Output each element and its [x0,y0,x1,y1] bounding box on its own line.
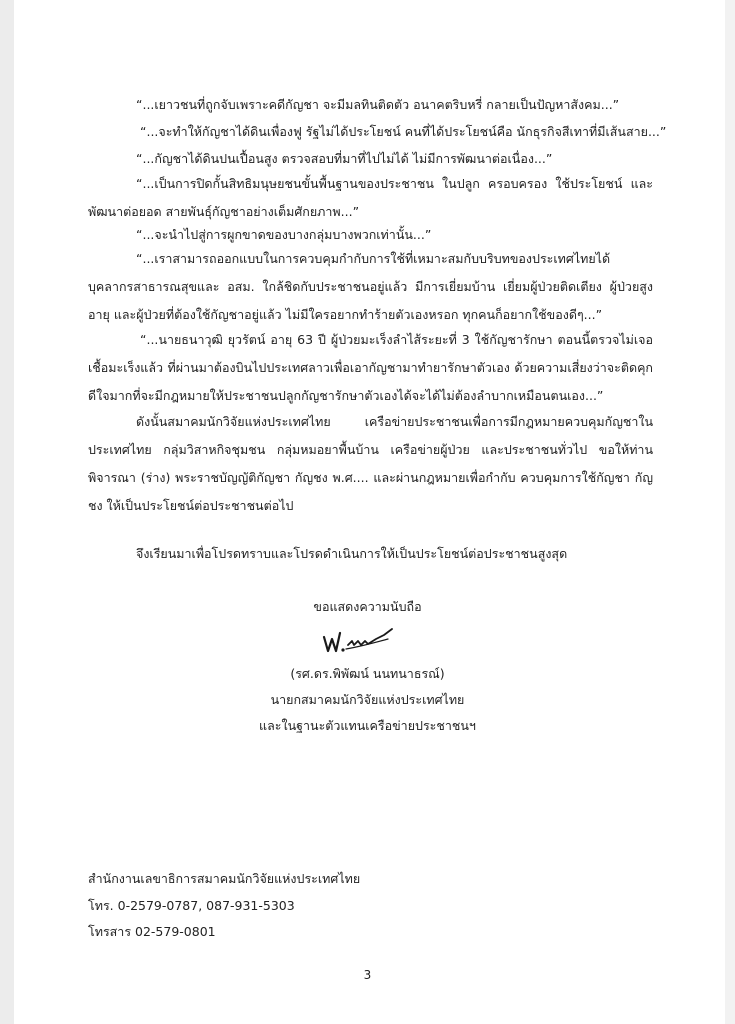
footer-phone: โทร. 0-2579-0787, 087-931-5303 [88,898,295,913]
quote-3: “...กัญชาได้ดินปนเปื้อนสูง ตรวจสอบที่มาที่ไปไม่ได้ ไม่มีการพัฒนาต่อเนื่อง...” [136,151,553,166]
quote-2: “...จะทำให้กัญชาได้ดินเพื่องฟู รัฐไม่ได้ประโยชน์ คนที่ได้ประโยชน์คือ นักธุรกิจสีเทาที่มีเส้นสาย...” [140,124,667,139]
footer-fax: โทรสาร 02-579-0801 [88,924,216,939]
quote-4: “...เป็นการปิดกั้นสิทธิมนุษยชนขั้นพื้นฐานของประชาชน ในปลูก ครอบครอง ใช้ประโยชน์ และพัฒนาต่อยอด สายพันธุ์กัญชาอย่างเต็มศักยภาพ...” [88,176,653,219]
handwritten-signature [318,617,398,657]
quote-6: “...เราสามารถออกแบบในการควบคุมกำกับการใช้ที่เหมาะสมกับบริบทของประเทศไทยได้ บุคลากรสาธารณสุขและ อสม. ใกล้ชิดกับประชาชนอยู่แล้ว มีการเยี่ยมบ้าน เยี่ยมผู้ป่วยติดเตียง ผู้ป่วยสูงอายุ และผู้ป่วยที่ต้องใช้กัญชาอยู่แล้ว ไม่มีใครอยากทำร้ายตัวเองหรอก ทุกคนก็อยากใช้ของดีๆ...” [88,251,653,322]
signer-role: และในฐานะตัวแทนเครือข่ายประชาชนฯ [259,718,476,733]
signer-name: (รศ.ดร.พิพัฒน์ นนทนาธรณ์) [290,666,445,681]
quote-7: “...นายธนาวุฒิ ยุวรัตน์ อายุ 63 ปี ผู้ป่วยมะเร็งลำไส้ระยะที่ 3 ใช้กัญชารักษา ตอนนี้ตรวจไม่เจอเชื้อมะเร็งแล้ว ที่ผ่านมาต้องบินไปประเทศลาวเพื่อเอากัญชามาทำยารักษาตัวเอง ด้วยความเสี่ยงว่าจะติดคุก ดีใจมากที่จะมีกฎหมายให้ประชาชนปลูกกัญชารักษาตัวเองได้จะได้ไม่ต้องลำบากเหมือนตนเอง...” [88,332,653,403]
footer-office: สำนักงานเลขาธิการสมาคมนักวิจัยแห่งประเทศไทย [88,871,361,886]
page-number: 3 [363,968,372,982]
scan-edge-left [0,0,14,1024]
quote-1: “...เยาวชนที่ถูกจับเพราะคดีกัญชา จะมีมลทินติดตัว อนาคตริบหรี่ กลายเป็นปัญหาสังคม...” [136,97,620,112]
quote-5: “...จะนำไปสู่การผูกขาดของบางกลุ่มบางพวกเท่านั้น...” [136,227,432,242]
scan-edge-right [725,0,735,1024]
closing-request: จึงเรียนมาเพื่อโปรดทราบและโปรดดำเนินการให้เป็นประโยชน์ต่อประชาชนสูงสุด [136,546,568,561]
salutation: ขอแสดงความนับถือ [313,599,422,614]
main-paragraph: ดังนั้นสมาคมนักวิจัยแห่งประเทศไทย เครือข่ายประชาชนเพื่อการมีกฎหมายควบคุมกัญชาในประเทศไทย กลุ่มวิสาหกิจชุมชน กลุ่มหมอยาพื้นบ้าน เครือข่ายผู้ป่วย และประชาชนทั่วไป ขอให้ท่านพิจารณา (ร่าง) พระราชบัญญัติกัญชา กัญชง พ.ศ.... และผ่านกฎหมายเพื่อกำกับ ควบคุมการใช้กัญชา กัญชง ให้เป็นประโยชน์ต่อประชาชนต่อไป [88,414,653,513]
signer-title: นายกสมาคมนักวิจัยแห่งประเทศไทย [270,692,465,707]
